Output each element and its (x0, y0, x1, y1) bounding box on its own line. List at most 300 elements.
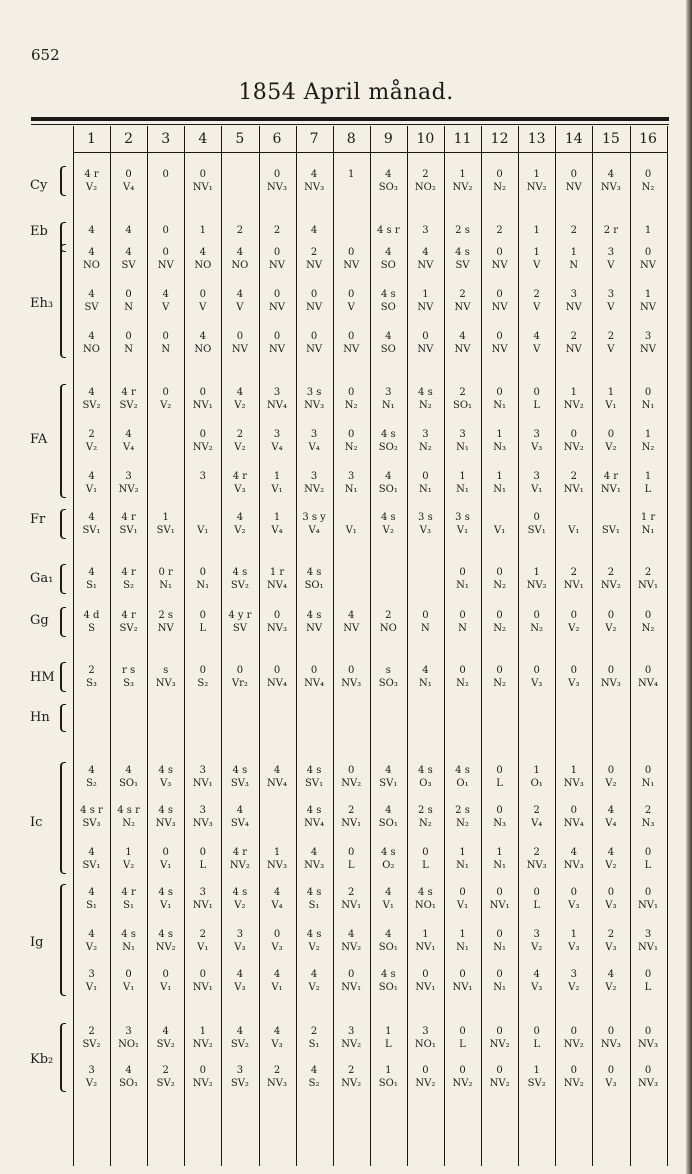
table-cell (370, 246, 407, 272)
table-cell (407, 928, 444, 954)
cell-wind: V₃ (568, 678, 580, 689)
cell-observation: 4 s (380, 512, 396, 523)
cell-observation: 0 (644, 665, 652, 676)
cell-observation: 0 (273, 247, 281, 258)
cell-wind: V₂ (234, 400, 246, 411)
cell-wind: NV (565, 344, 582, 355)
table-cell (630, 886, 667, 912)
table-cell (518, 846, 555, 872)
cell-observation: 0 (273, 169, 281, 180)
table-cell (221, 764, 258, 790)
cell-wind: N₁ (159, 580, 173, 591)
cell-observation: 2 (570, 567, 577, 578)
cell-wind: N₂ (419, 400, 432, 411)
table-cell (444, 288, 481, 314)
cell-observation: 1 (273, 512, 281, 523)
cell-wind: N₂ (530, 623, 544, 634)
table-cell (296, 1064, 333, 1090)
cell-observation: 1 (459, 471, 466, 482)
table-cell (555, 764, 592, 790)
cell-wind: N₁ (493, 484, 506, 495)
table-cell (147, 609, 184, 635)
cell-observation: 4 (385, 169, 392, 180)
cell-wind: NV₄ (563, 818, 584, 829)
station-label: Cy (30, 178, 48, 193)
cell-observation: 0 (644, 610, 652, 621)
table-cell (333, 804, 370, 830)
cell-wind: N₁ (419, 678, 432, 689)
table-cell (259, 846, 296, 872)
table-cell (333, 764, 370, 790)
cell-wind: NV (417, 302, 434, 313)
cell-wind: N₂ (419, 818, 432, 829)
table-cell (592, 330, 629, 356)
cell-observation: 3 (273, 387, 281, 398)
cell-wind: NV₄ (267, 400, 287, 411)
cell-observation: 0 (570, 169, 577, 180)
table-cell (147, 1025, 184, 1051)
cell-observation: 0 (199, 969, 206, 980)
cell-observation: 2 (273, 225, 281, 236)
cell-wind: V₁ (605, 400, 617, 411)
table-cell (444, 1025, 481, 1051)
cell-observation (221, 168, 258, 181)
table-cell (333, 1064, 370, 1090)
table-cell (555, 1025, 592, 1051)
cell-wind: NV₃ (638, 1039, 658, 1050)
cell-observation: 4 (607, 805, 615, 816)
cell-wind: N (124, 302, 133, 313)
table-cell (518, 288, 555, 314)
cell-observation: 4 (385, 765, 392, 776)
cell-wind: NV (640, 344, 656, 355)
cell-observation: 0 (273, 331, 281, 342)
cell-wind: NV₂ (341, 1039, 362, 1050)
cell-observation: 0 (496, 169, 503, 180)
table-cell (184, 968, 221, 994)
table-cell (259, 1025, 296, 1051)
cell-observation: 0 (199, 847, 206, 858)
cell-observation: 4 (125, 429, 132, 440)
cell-wind: V₃ (605, 942, 617, 953)
cell-observation: 1 (644, 289, 652, 300)
cell-observation: 4 (88, 387, 95, 398)
cell-observation: 4 (125, 225, 132, 236)
cell-observation: 0 (236, 665, 244, 676)
table-cell (296, 566, 333, 592)
cell-wind: SV (84, 302, 99, 313)
cell-wind: V (236, 302, 244, 313)
cell-observation: 0 (533, 1026, 540, 1037)
cell-observation: 4 s (306, 567, 322, 578)
cell-observation: 4 (162, 289, 169, 300)
cell-observation: 0 (644, 387, 652, 398)
table-cell (110, 609, 147, 635)
cell-wind: NV₂ (341, 1078, 362, 1089)
cell-wind: SO₁ (119, 1078, 139, 1089)
table-cell (592, 386, 629, 412)
cell-wind: N (569, 260, 579, 271)
cell-observation: 4 s (418, 887, 433, 898)
table-cell (407, 246, 444, 272)
cell-wind: V₂ (160, 400, 172, 411)
table-cell (221, 168, 258, 194)
table-cell (110, 764, 147, 790)
cell-observation: 2 (607, 929, 615, 940)
cell-wind: N₂ (493, 182, 506, 193)
table-cell (518, 511, 555, 537)
cell-wind: SV₁ (82, 860, 101, 871)
table-cell (592, 968, 629, 994)
cell-wind: V₁ (160, 900, 172, 911)
cell-wind: NV₂ (563, 1078, 584, 1089)
table-cell (110, 386, 147, 412)
cell-wind: V₁ (85, 982, 98, 993)
cell-wind: NO (194, 344, 212, 355)
cell-wind: NV₂ (526, 182, 547, 193)
table-cell (518, 886, 555, 912)
cell-observation: 3 (125, 1026, 132, 1037)
column-rule (370, 126, 371, 1166)
cell-wind: NV₁ (489, 900, 510, 911)
cell-wind: NV₁ (341, 818, 362, 829)
table-cell (333, 609, 370, 635)
table-cell (370, 764, 407, 790)
cell-observation: 4 s (306, 805, 322, 816)
table-cell (73, 470, 110, 496)
cell-wind: V₃ (234, 942, 246, 953)
page-edge (686, 0, 692, 1174)
cell-observation: 0 (310, 331, 318, 342)
cell-wind: NV₃ (192, 818, 213, 829)
table-cell (73, 246, 110, 272)
station-brace (60, 884, 66, 996)
cell-observation: 0 (422, 847, 429, 858)
cell-observation: 0 (496, 1065, 503, 1076)
cell-wind: V₄ (271, 900, 283, 911)
cell-wind: SO₁ (378, 818, 398, 829)
table-cell (407, 1064, 444, 1090)
table-cell (407, 511, 444, 537)
cell-wind: SV₃ (82, 818, 101, 829)
cell-observation: 4 r (121, 387, 136, 398)
cell-observation: 1 (199, 1026, 206, 1037)
cell-observation: 4 s (418, 387, 433, 398)
cell-wind: V₂ (234, 442, 246, 453)
cell-observation: 2 s (455, 225, 470, 236)
cell-wind: NV₂ (526, 580, 547, 591)
cell-wind: V₃ (419, 525, 431, 536)
cell-observation: 4 (385, 471, 392, 482)
cell-wind: SO₁ (378, 484, 398, 495)
column-header-2: 2 (124, 131, 134, 147)
cell-observation: 0 (273, 929, 281, 940)
cell-wind: NV₁ (192, 400, 213, 411)
table-cell (555, 246, 592, 272)
cell-wind: N₂ (344, 442, 358, 453)
table-cell (518, 804, 555, 830)
cell-observation: 4 (385, 331, 392, 342)
cell-observation: 4 (236, 512, 244, 523)
cell-wind: SO (380, 302, 396, 313)
table-cell (73, 511, 110, 537)
cell-wind: S₂ (123, 580, 135, 591)
cell-observation: 4 s (380, 429, 396, 440)
table-cell (592, 764, 629, 790)
cell-observation: 1 (533, 567, 540, 578)
cell-wind: V₂ (308, 942, 320, 953)
table-cell (184, 330, 221, 356)
cell-observation: 4 s (306, 929, 322, 940)
cell-observation: 4 (348, 610, 355, 621)
cell-wind: N (124, 344, 133, 355)
table-cell (555, 566, 592, 592)
cell-wind: L (644, 860, 652, 871)
table-cell (592, 664, 629, 690)
cell-observation: 0 (607, 1026, 615, 1037)
cell-wind: NV₃ (563, 860, 584, 871)
cell-wind (184, 483, 221, 496)
cell-observation: 1 (385, 1065, 392, 1076)
table-cell (110, 330, 147, 356)
cell-observation: 3 (644, 929, 652, 940)
cell-observation: 4 (273, 969, 281, 980)
cell-observation: 0 (236, 331, 244, 342)
table-cell (259, 1064, 296, 1090)
table-cell (630, 1025, 667, 1051)
cell-wind: NV₂ (489, 1039, 510, 1050)
table-cell (407, 804, 444, 830)
station-brace (60, 1023, 66, 1092)
table-cell (147, 764, 184, 790)
cell-wind: V (533, 344, 541, 355)
table-cell (73, 1064, 110, 1090)
table-cell (147, 288, 184, 314)
cell-wind: N₁ (456, 580, 469, 591)
cell-observation: 1 (273, 847, 281, 858)
cell-observation: 4 (310, 169, 318, 180)
table-cell (555, 804, 592, 830)
cell-wind: V₁ (568, 525, 580, 536)
cell-wind: V₂ (605, 623, 617, 634)
cell-wind: NV₂ (192, 1078, 213, 1089)
cell-wind: SO₁ (378, 982, 398, 993)
table-cell (147, 804, 184, 830)
table-cell (555, 288, 592, 314)
cell-wind: V₁ (531, 484, 543, 495)
table-cell (518, 764, 555, 790)
cell-observation: 4 (385, 805, 392, 816)
cell-wind: V₃ (271, 1039, 283, 1050)
cell-wind: N₁ (344, 484, 358, 495)
cell-wind: NV₂ (563, 1039, 584, 1050)
table-cell (333, 928, 370, 954)
cell-wind: N₂ (493, 623, 506, 634)
cell-observation: 0 (162, 247, 169, 258)
table-cell (630, 428, 667, 454)
cell-wind: S₂ (197, 678, 209, 689)
cell-wind: NV (454, 302, 471, 313)
table-cell (184, 846, 221, 872)
cell-observation: 1 (459, 847, 466, 858)
cell-wind: V₃ (271, 942, 283, 953)
cell-observation: 4 r (84, 169, 99, 180)
cell-observation: 4 s (232, 765, 248, 776)
cell-observation: 4 s (121, 929, 136, 940)
cell-wind: V₁ (197, 525, 209, 536)
cell-wind: N₁ (493, 982, 506, 993)
cell-wind: V₂ (234, 525, 246, 536)
cell-observation: 0 (348, 765, 355, 776)
table-cell (110, 246, 147, 272)
column-header-13: 13 (527, 131, 546, 147)
table-cell (147, 1064, 184, 1090)
cell-observation: 1 (459, 169, 466, 180)
cell-observation: 4 (236, 289, 244, 300)
table-cell (110, 1025, 147, 1051)
table-cell (184, 288, 221, 314)
station-brace (60, 762, 66, 874)
table-cell (73, 288, 110, 314)
cell-observation: 4 r (121, 567, 136, 578)
table-cell (296, 470, 333, 496)
table-cell (221, 1025, 258, 1051)
cell-wind: NV₃ (304, 182, 325, 193)
cell-observation: 0 (348, 387, 355, 398)
cell-observation: 1 (570, 929, 577, 940)
cell-observation: 0 (125, 969, 132, 980)
cell-wind: V (347, 302, 355, 313)
station-label: HM (30, 670, 55, 685)
cell-wind: N₁ (641, 400, 655, 411)
table-cell (444, 1064, 481, 1090)
cell-observation: 0 (125, 169, 132, 180)
table-cell (259, 566, 296, 592)
cell-observation: 3 (644, 331, 652, 342)
cell-wind: NV₁ (563, 580, 584, 591)
column-header-8: 8 (346, 131, 356, 147)
table-cell (221, 846, 258, 872)
station-brace (60, 244, 66, 358)
station-brace (60, 607, 66, 637)
cell-wind: S₂ (308, 1078, 320, 1089)
cell-wind: NV₁ (452, 982, 473, 993)
cell-wind (333, 181, 370, 194)
cell-wind: V₂ (85, 942, 98, 953)
table-cell (370, 288, 407, 314)
cell-observation: 3 (607, 247, 615, 258)
cell-wind: NV (454, 344, 471, 355)
table-cell (444, 886, 481, 912)
cell-observation: 3 (273, 429, 281, 440)
cell-wind: N₃ (641, 818, 655, 829)
cell-wind: V₁ (345, 525, 357, 536)
cell-observation: 4 (236, 805, 244, 816)
table-cell (592, 1025, 629, 1051)
cell-observation: 4 (273, 887, 281, 898)
cell-wind: NV₂ (415, 1078, 436, 1089)
cell-observation: 4 s (455, 765, 470, 776)
table-cell (481, 664, 518, 690)
cell-observation: 0 (607, 1065, 615, 1076)
cell-wind: SV₂ (230, 580, 249, 591)
cell-wind: V₄ (308, 442, 320, 453)
cell-wind: NV₃ (638, 1078, 658, 1089)
table-cell (73, 168, 110, 194)
cell-observation: 2 (496, 225, 503, 236)
table-cell (184, 566, 221, 592)
table-cell (221, 246, 258, 272)
cell-observation: 4 (310, 969, 318, 980)
cell-observation: 0 (644, 969, 652, 980)
table-cell (592, 1064, 629, 1090)
cell-wind: N₂ (344, 400, 358, 411)
table-cell (481, 846, 518, 872)
cell-observation (333, 566, 370, 579)
column-rule (444, 126, 445, 1166)
cell-observation: 2 (273, 1065, 281, 1076)
cell-wind: NV₃ (267, 182, 287, 193)
cell-wind: N₁ (196, 580, 210, 591)
table-cell (184, 886, 221, 912)
cell-observation: 4 (199, 331, 206, 342)
column-rule (221, 126, 222, 1166)
table-cell (184, 470, 221, 496)
table-cell (444, 511, 481, 537)
station-label: Ig (30, 935, 44, 950)
cell-observation: 0 (644, 247, 652, 258)
table-cell (259, 664, 296, 690)
table-cell (555, 428, 592, 454)
cell-wind: NV (306, 260, 323, 271)
cell-wind: N₃ (493, 818, 506, 829)
column-header-10: 10 (416, 131, 435, 147)
cell-observation: 4 s (158, 929, 174, 940)
cell-observation: 1 (570, 765, 577, 776)
table-cell (444, 330, 481, 356)
table-cell (518, 1064, 555, 1090)
cell-wind: NV₁ (192, 182, 213, 193)
cell-wind: NV₃ (155, 818, 176, 829)
column-rule (592, 126, 593, 1166)
cell-wind: S₁ (308, 900, 320, 911)
cell-wind: V₁ (271, 484, 283, 495)
cell-wind: N₁ (493, 400, 506, 411)
cell-observation: 0 (496, 1026, 503, 1037)
table-cell (333, 664, 370, 690)
station-label: Fr (30, 512, 46, 527)
cell-wind: V₂ (308, 982, 320, 993)
cell-wind: N (421, 623, 430, 634)
cell-wind: N₂ (493, 678, 506, 689)
table-cell (481, 168, 518, 194)
cell-wind: NV₃ (600, 678, 621, 689)
table-cell (630, 511, 667, 537)
cell-wind: NV₁ (192, 982, 213, 993)
cell-observation: 4 (88, 929, 95, 940)
cell-wind: N₃ (493, 442, 506, 453)
cell-observation: 2 (607, 331, 615, 342)
cell-wind: NV₂ (452, 1078, 473, 1089)
station-brace (60, 564, 66, 594)
cell-observation: 4 s (455, 247, 470, 258)
cell-wind: L (496, 778, 503, 789)
cell-observation: 1 (385, 1026, 392, 1037)
cell-observation: 0 (273, 665, 281, 676)
table-cell (407, 288, 444, 314)
table-cell (444, 764, 481, 790)
table-cell (184, 1064, 221, 1090)
